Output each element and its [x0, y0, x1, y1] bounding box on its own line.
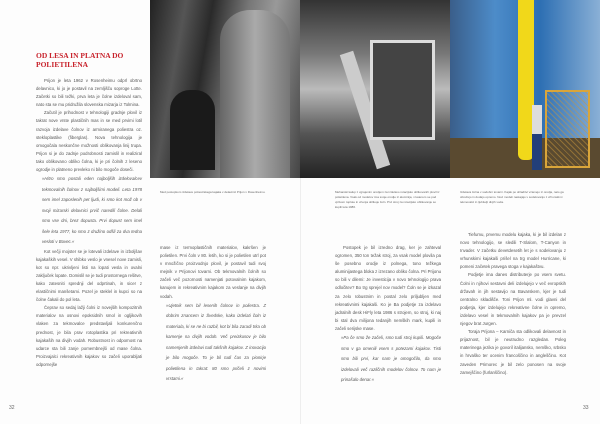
- photo-factory-color: [450, 0, 600, 178]
- paragraph: mase iz termoplastičnih materialov, kakršen je polietilen. Prvi čoln v 80. letih, ko si je polietilen utrl pot v množično proizvodnjo plovil, je postavil tudi svoj mejnik v Prijonovi tovarni. Ob tekmovalnih čolnih so začeli več pozornosti namenjati potovalnim kajakom, kanujem in rekreativnim kajakom za veslanje na divjih vodah.: [160, 245, 266, 299]
- photo-workshop-bw: [150, 0, 300, 178]
- pull-quote: »Ujetnik sem bil lesenih čolnov in poliestra. Z dobrim znancem iz Švedske, kako izdelati čoln iz materiala, ki se ne bi razbil, kot bi bila zaradi trka ob kamenje na divjih vodah. Več preizkusov je bilo namenjenih izdelavi tudi takšnih kajakov. Z inovacijo je bilo mogoče. To je bil tudi čas za pionirje polietilena in takrat: 80 smo pričeli z novimi vrstami.«: [166, 302, 266, 382]
- article-title: OD LESA IN PLATNA DO POLIETILENA: [36, 51, 124, 69]
- photo-machine-bw: [300, 0, 450, 178]
- text-column-2: [160, 244, 266, 385]
- text-column-1: [36, 77, 142, 369]
- paragraph: Začutil je prihodnost v tehnologiji gradnje plovil iz takrat nove vrste plastičnih mas in se med prvimi lotil razvoja izdelave čolnov iz armiranega poliestra oz. stekloplastike (fiberglas). Nova tehnologija je omogočala neskončne možnosti oblikovanja linij trupa. Prijon si je do zadnje podrobnosti zamislil in realiziral tako oblikovano obliko čolna, ki je pri čolnih z leseno ogrodje in platneno prevleko ni bilo mogoče doseči.: [36, 110, 142, 173]
- paragraph: Prijon je leta 1962 v Rosenheimu odprl obrtno delavnico, ki jo je postavil na zemljišču soproge Lotte. Začetki so bili težki, prva leta je čolne izdeloval sam, nato sta se mu pridružila slovenska mizarja iz Tolmina.: [36, 78, 142, 108]
- paragraph: Toraja Prijona – Karniča sta odlikovali delavnost in prijaznost, bil je neutrudno razgledan. Poleg materinega jezika je govoril italijansko, nemško, srbsko in hrvaško ter ocenim francoščino in angleščino. Kot zaveden Primorec je bil zelo ponosen na svoje zamejščino (furlanščino).: [460, 329, 566, 375]
- paragraph: Čeprav so sedaj lažji čolni iz novejših kompozitnih materialov na osnovi epoksidnih smol in ogljikovih vlaken za tekmovalce predstavljali konkurenčno prednost, je bila prav rotoplastika pri rekreativnih kajakaših na divjih vodah. Robustnost in odpornost na udarce sta bili zanje pomembnejši od mase čolna. Proizvajalci rekreativnih kajakov so začeli uporabljati odpornejše: [36, 305, 142, 367]
- paragraph: Tiefumu, prvemu modelu kajaka, ki je bil izdelan z novo tehnologijo, se sledili T-Slalom, T-Canyon in Invader. V začetku devetdesetih let je s sodelovanju z vrhunskimi kajakaši prišel na trg model Hurricane, ki pomeni začetek pravega stoga v kajakaštvu.: [460, 232, 566, 270]
- text-column-3: [335, 244, 441, 386]
- page-number-right: 33: [583, 405, 589, 411]
- page-number-left: 32: [9, 405, 15, 411]
- text-column-4: [460, 231, 566, 377]
- caption-photo3: Izdelava čolna v sodobni tovarni. Kajak po ohladitvi vzamejo iz orodja, nato ga obrežejo in dodajo opremo. Novi modeli nastajajo v sodelovanju z vrhunskimi tekmovalci in ljubitelji divjih voda.: [460, 190, 564, 204]
- paragraph: Kot večji mojster se je lotevali izdelave in izboljšav kajakaških vesel. V shibko veslo je vnesel nove zamisli, kot so npr. ukrivljeni listi na lopati vesla in ovalni zaključek lopate. Domislil se je tudi prostornega rešitve, kako zatesniti sprednji del odprtinah, in sicer z elastičnimi manšetami. Pozel je steklel in kupci so na čolne čakali do pol leta.: [36, 248, 142, 303]
- pull-quote: »Pa če smo že začeli, smo tudi stroj kupili. Mogoče smo v ga omenili vsem s potezami kajakov. Tisti smo bili prvi, kar nam je omogočilo, da smo izdelovali več različnih modelov čolnov. To nam je prinašalo denar.«: [341, 335, 441, 383]
- caption-photo2: Mehanski kalup z vgrajenim orodjem za izdelavo rotacijsko oblikovanih plovil iz polietilena. Vsak od modelov ima svoje orodje iz aluminija, v katerem se pod vplivom toplote in vrtenja oblikuje čoln. Prvi stroj za rotacijsko oblikovanje so kupili leta 1986.: [335, 190, 440, 209]
- pull-quote: »Hitro smo postali eden najboljših izdelovalcev tekmovalnih čolnov z najboljšimi modeli. Leta 1978 sem imel zaposlenih pet ljudi, ki smo kot mož ob v svoji mizarski delavnici prvič naredili čolne. Delali smo vse dni, brez dopusta. Prvi dopust sem imel šele leta 1977, ko smo z družino odšli za dva tedna vesloti v Bovec.«: [42, 176, 142, 245]
- paragraph: Podjetje ima danes distributerje po vsem svetu. Čolni in njihovi sestavni deli izdelujejo v več evropskih državah in jih sestavijo na Bavarskem, kjer je tudi centralno skladišče. Toni Prijon ml. vodi glavni del podjetja, kjer izdelujejo rekreativne čolne in opremo, izdelavo vesel in tekmovalnih kajakov pa je prevzel njegov brat Jurgen.: [460, 272, 566, 327]
- caption-photo1: Med postopkom izdelave poliestrskega kajaka v delavnici Prijon v Rosenheimu.: [160, 190, 266, 194]
- paragraph: Postopek je bil izredno drag, ker je zahteval ogromen, 350 ton težak stroj, za vsak model plovila pa še posebno orodje iz polnega, tono težkega aluminijastega bloka z izrezano obliko čolna. Pri Prijonu so bili v dilemi: Je investicija v novo tehnologijo prava odločitev? Bo trg sprejel nov model? Čoln se je izkazal za zelo robustnim in postal zelo priljubljen med rekreativnimi kajakaši. Ko je Ba podjetje za izdelavo jadralnih desk HiFly leta 1986 s strojem, so stroj, ki naj bi stal dva milijona tedanjih nemških mark, kupili in začeli serijske mase.: [335, 245, 441, 331]
